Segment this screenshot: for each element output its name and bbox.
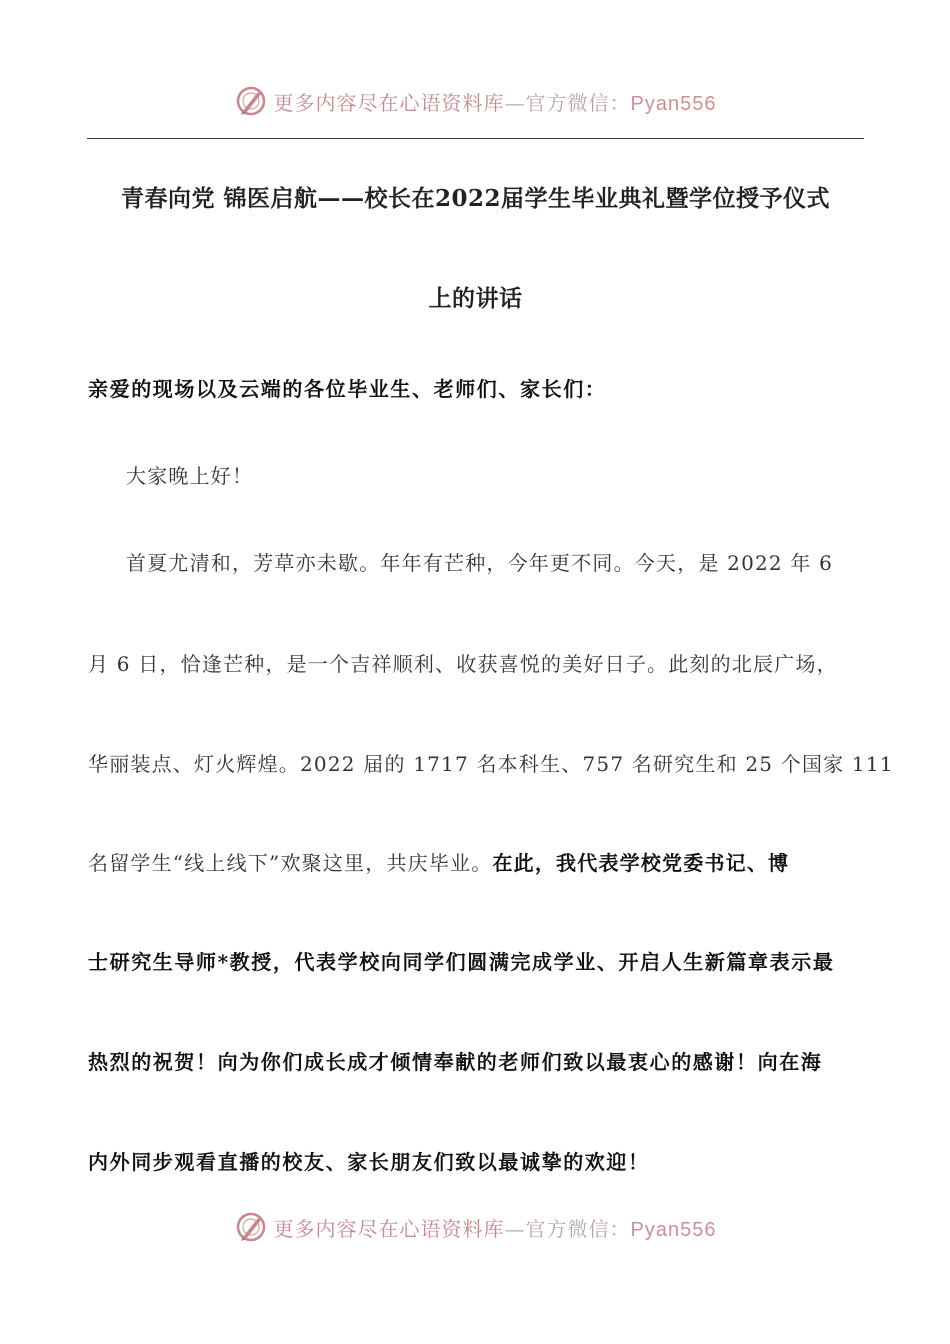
watermark-brand: 更多内容尽在心语资料库 xyxy=(273,1216,505,1241)
paragraph-text-regular: 名留学生“线上线下”欢聚这里，共庆毕业。 xyxy=(88,851,493,875)
watermark-dash: — xyxy=(504,1216,526,1241)
paragraph-line: 月 6 日，恰逢芒种，是一个吉祥顺利、收获喜悦的美好日子。此刻的北辰广场， xyxy=(88,652,838,676)
watermark-text xyxy=(274,87,717,116)
watermark-dash: — xyxy=(504,90,526,115)
header-divider xyxy=(87,138,864,139)
paragraph-line: 热烈的祝贺！向为你们成长成才倾情奉献的老师们致以最衷心的感谢！向在海 xyxy=(88,1050,823,1074)
pen-logo-icon xyxy=(234,84,268,118)
paragraph-line: 士研究生导师*教授，代表学校向同学们圆满完成学业、开启人生新篇章表示最 xyxy=(88,950,835,974)
greeting: 大家晚上好！ xyxy=(126,464,254,488)
watermark-wechat-id: Pyan556 xyxy=(630,92,717,115)
watermark-brand: 更多内容尽在心语资料库 xyxy=(273,90,505,115)
watermark-wechat-id: Pyan556 xyxy=(630,1218,717,1241)
watermark-wechat-label: 官方微信： xyxy=(525,1216,631,1241)
pen-logo-icon xyxy=(234,1210,268,1244)
document-title-line-1: 青春向党 锦医启航——校长在2022届学生毕业典礼暨学位授予仪式 xyxy=(120,185,831,212)
paragraph-text-bold: 在此，我代表学校党委书记、博 xyxy=(492,851,790,875)
watermark-wechat-label: 官方微信： xyxy=(525,90,631,115)
footer-watermark xyxy=(0,1210,950,1244)
header-watermark xyxy=(0,84,950,118)
watermark-text xyxy=(274,1213,717,1242)
salutation: 亲爱的现场以及云端的各位毕业生、老师们、家长们： xyxy=(88,377,607,401)
paragraph-line: 华丽装点、灯火辉煌。2022 届的 1717 名本科生、757 名研究生和 25 个国家 111 xyxy=(88,752,894,776)
document-title-line-2: 上的讲话 xyxy=(428,285,523,312)
paragraph-line xyxy=(88,847,878,876)
paragraph-line: 内外同步观看直播的校友、家长朋友们致以最诚挚的欢迎！ xyxy=(88,1150,650,1174)
paragraph-line: 首夏尤清和，芳草亦未歇。年年有芒种，今年更不同。今天，是 2022 年 6 xyxy=(126,551,834,575)
